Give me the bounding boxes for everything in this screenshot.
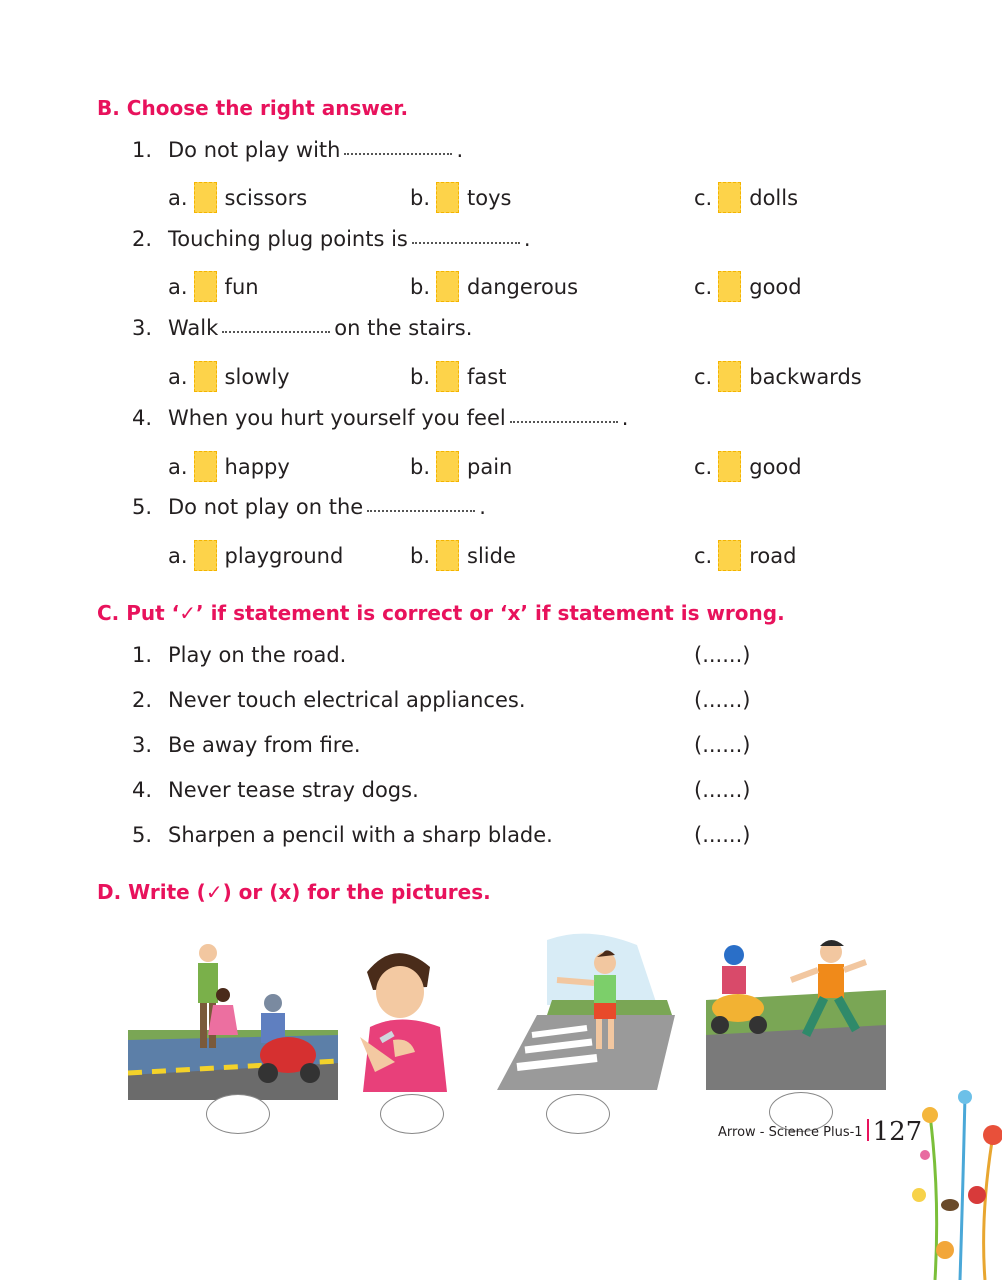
question-text: Do not play with [168, 138, 341, 162]
statement-4: 4. Never tease stray dogs. [132, 778, 419, 802]
boy-with-blade-picture [355, 942, 450, 1092]
checkbox [436, 361, 459, 392]
page-footer [718, 1117, 922, 1147]
question-2: 2. Touching plug points is . [132, 227, 531, 251]
option-4b[interactable]: b. pain [410, 451, 512, 482]
page-number: 127 [872, 1117, 923, 1147]
option-3b[interactable]: b. fast [410, 361, 506, 392]
option-4c[interactable]: c. good [694, 451, 802, 482]
answer-slot-2[interactable]: (......) [694, 688, 751, 712]
flower-decoration-icon [905, 1075, 1002, 1280]
section-c-title: C. Put ‘✓’ if statement is correct or ‘x’ if statement is wrong. [97, 601, 785, 625]
question-text-end: . [456, 138, 464, 162]
answer-blank[interactable] [222, 329, 330, 333]
option-2b[interactable]: b. dangerous [410, 271, 578, 302]
statement-5: 5. Sharpen a pencil with a sharp blade. [132, 823, 553, 847]
answer-blank[interactable] [510, 419, 618, 423]
question-5: 5. Do not play on the . [132, 495, 486, 519]
checkbox [436, 540, 459, 571]
checkbox [436, 271, 459, 302]
option-4a[interactable]: a. happy [168, 451, 290, 482]
option-1b[interactable]: b. toys [410, 182, 511, 213]
question-1 [132, 138, 463, 162]
option-5c[interactable]: c. road [694, 540, 796, 571]
answer-slot-3[interactable]: (......) [694, 733, 751, 757]
answer-slot-1[interactable]: (......) [694, 643, 751, 667]
checkbox [718, 182, 741, 213]
question-4: 4. When you hurt yourself you feel . [132, 406, 629, 430]
option-5b[interactable]: b. slide [410, 540, 516, 571]
answer-blank[interactable] [367, 508, 475, 512]
checkbox [718, 271, 741, 302]
answer-blank[interactable] [412, 240, 520, 244]
boy-running-on-road-picture [706, 930, 886, 1090]
section-b-title: B. Choose the right answer. [97, 96, 409, 120]
checkbox [194, 540, 217, 571]
checkbox [718, 451, 741, 482]
checkbox [194, 271, 217, 302]
checkbox [718, 361, 741, 392]
checkbox [194, 451, 217, 482]
answer-oval-2[interactable] [380, 1094, 444, 1134]
option-3c[interactable]: c. backwards [694, 361, 862, 392]
answer-slot-4[interactable]: (......) [694, 778, 751, 802]
section-d-title: D. Write (✓) or (x) for the pictures. [97, 880, 491, 904]
book-title: Arrow - Science Plus-1 [718, 1125, 863, 1140]
question-3: 3. Walk on the stairs. [132, 316, 473, 340]
option-1a[interactable]: a. scissors [168, 182, 307, 213]
statement-3: 3. Be away from fire. [132, 733, 361, 757]
option-2a[interactable]: a. fun [168, 271, 259, 302]
question-number: 1. [132, 138, 153, 162]
option-5a[interactable]: a. playground [168, 540, 343, 571]
statement-1: 1. Play on the road. [132, 643, 347, 667]
checkbox [436, 451, 459, 482]
answer-blank[interactable] [344, 151, 452, 155]
answer-oval-1[interactable] [206, 1094, 270, 1134]
statement-2: 2. Never touch electrical appliances. [132, 688, 526, 712]
option-1c[interactable]: c. dolls [694, 182, 798, 213]
answer-slot-5[interactable]: (......) [694, 823, 751, 847]
checkbox [194, 182, 217, 213]
road-crossing-family-picture [128, 935, 338, 1100]
checkbox [718, 540, 741, 571]
checkbox [194, 361, 217, 392]
option-2c[interactable]: c. good [694, 271, 802, 302]
checkbox [436, 182, 459, 213]
answer-oval-3[interactable] [546, 1094, 610, 1134]
option-3a[interactable]: a. slowly [168, 361, 290, 392]
zebra-crossing-picture [497, 925, 677, 1095]
